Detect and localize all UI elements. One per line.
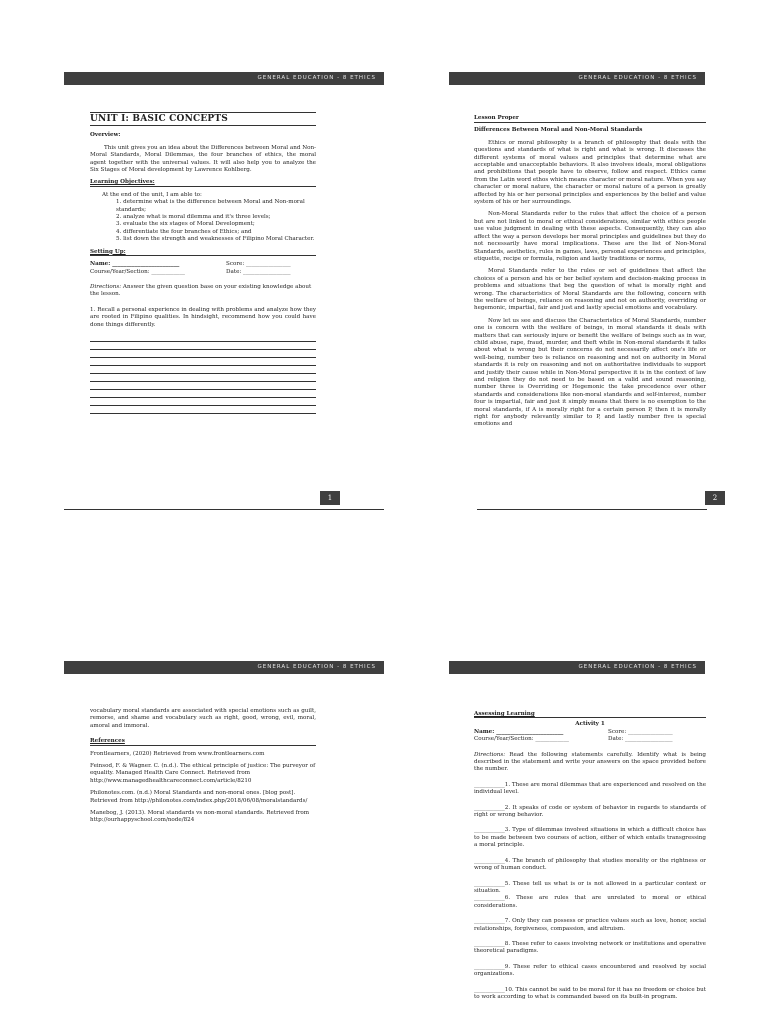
directions-body: Read the following statements carefully. Identify what is being described in the statement and write your answers on the space provided before the number. [474,751,706,773]
name-field: Name: ________________________ [474,728,564,735]
activity-title: Activity 1 [575,721,605,728]
course-field: Course/Year/Section: ____________ [474,736,569,743]
learning-objectives-heading: Learning Objectives: [90,179,155,186]
answer-line [90,366,316,374]
directions-label: Directions: [474,751,506,758]
directions-text [90,284,316,299]
quiz-item: ___________2. It speaks of code or system of behavior in regards to standards of right or wrong behavior. [474,804,706,819]
overview-heading: Overview: [90,132,121,139]
page1-body [90,112,316,414]
directions-body: Answer the given question base on your existing knowledge about the lesson. [90,283,312,298]
answer-lines [90,334,316,414]
title-rule-bottom [90,125,316,126]
answer-line [90,398,316,406]
page2-footer-rule [477,509,707,510]
score-field: Score: ________________ [226,261,291,268]
answer-line [90,358,316,366]
quiz-item: ___________1. These are moral dilemmas that are experienced and resolved on the individual level. [474,781,706,796]
directions-label: Directions: [90,283,122,290]
quiz-item: ___________5. These tell us what is or is not allowed in a particular context or situation. [474,880,706,894]
directions-text [474,752,706,774]
lesson-paragraph: Now let us see and discuss the Characteristics of Moral Standards, number one is concern with the welfare of beings, in moral standards it deals with matters that can seriously injure or benefit the welfare of beings such as in war, child abuse, rape, fraud, murder, and theft while in Non-moral standards it talks about what is wrong but their concerns do not necessarily affect one's life or well-being, number two is reliance on reasoning and not on authority in Moral standards it is rely on reasoning and not on authoritative individuals to support and justify their cause while in Non-Moral perspective it is in the context of law and religion they do not need to be based on a valid and sound reasoning, number three is Overriding or Hegemonic the take precedence over other standards and considerations like non-moral standards and self-interest, number four is impartial, fair and just it simply means that there is no exemption to the moral standards, if A is morally right for a certain person P, then it is morally right for anybody relevantly similar to P, and lastly number five is special emotions and [474,317,706,428]
objective-item: 4. differentiate the four branches of Ethics; and [116,228,252,235]
question-text: 1. Recall a personal experience in dealing with problems and analyze how they are rooted in Filipino qualities. In hindsight, recommend how you could have done things differently. [90,306,316,328]
title-rule-top [90,112,316,113]
answer-line [90,334,316,342]
page1-footer-rule [64,509,384,510]
page2-number: 2 [705,491,725,505]
page2-header-band: GENERAL EDUCATION - 8 ETHICS [449,72,705,85]
reference-item: Frontlearners, (2020) Retrieved from www.frontlearners.com [90,750,265,757]
references-heading: References [90,738,125,745]
name-score-row [474,729,706,736]
objective-item: 1. determine what is the difference between Moral and Non-moral standards; [116,199,305,213]
page2-body [474,115,706,429]
answer-line [90,350,316,358]
page1-number: 1 [320,491,340,505]
overview-text: This unit gives you an idea about the Differences between Moral and Non-Moral Standards, Moral Dilemmas, the four branches of ethics, the moral agent together with the universal values. It will also help you to analyze the Six Stages of Moral development by Lawrence Kohlberg. [90,144,316,174]
objective-item: 2. analyze what is moral dilemma and it's three levels; [116,214,271,221]
answer-line [90,342,316,350]
page4-body [474,711,706,1001]
score-field: Score: ________________ [608,728,673,735]
page4-header-band: GENERAL EDUCATION - 8 ETHICS [449,661,705,674]
lesson-paragraph: Moral Standards refer to the rules or set of guidelines that affect the choices of a person and his or her belief system and decision-making process in problems and situations that beg the question of what is morally right and wrong. The characteristics of Moral Standards are the following, concern with the welfare of beings, reliance on reasoning and not on authority, overriding or hegemonic, impartial, fair and just and lastly special emotions and vocabulary. [474,268,706,312]
unit-title: UNIT I: BASIC CONCEPTS [90,114,228,124]
quiz-item: ___________6. These are rules that are unrelated to moral or ethical considerations. [474,895,706,909]
answer-line [90,382,316,390]
lesson-proper-heading: Lesson Proper [474,115,519,121]
quiz-item: ___________8. These refer to cases involving network or institutions and operative theoretical paradigms. [474,940,706,955]
answer-line [90,390,316,398]
objectives-list [90,199,316,243]
setting-up-heading: Setting Up: [90,248,126,255]
course-field: Course/Year/Section: ____________ [90,268,185,275]
quiz-item: ___________3. Type of dilemmas involved situations in which a difficult choice has to be made between two courses of action, either of which entails transgressing a moral principle. [474,827,706,849]
quiz-item: ___________4. The branch of philosophy that studies morality or the rightness or wrong of human conduct. [474,857,706,872]
objective-item: 3. evaluate the six stages of Moral Development; [116,221,255,228]
reference-item: Feinsod, F. & Wagner. C. (n.d.). The ethical principle of justice: The purveyor of equality. Managed Health Care Connect. Retrieved from http://www.managedhealthcareconnect.com/article/8210 [90,763,316,784]
quiz-item: ___________9. These refer to ethical cases encountered and resolved by social organizations. [474,963,706,978]
answer-line [90,406,316,414]
lesson-paragraph: Non-Moral Standards refer to the rules that affect the choice of a person but are not linked to moral or ethical considerations, similar with ethics people use value judgment in dealing with these aspects. Consequently, they can also affect the way a person develops her moral principles and guidelines but they do not necessarily have moral implications. These are the list of Non-Moral Standards, aesthetics, rules in games, laws, personal experiences and principles, etiquette, recipe or formula, religion and lastly traditions or norms, [474,211,706,262]
reference-item: Philonotes.com. (n.d.) Moral Standards and non-moral ones. [blog post]. Retrieved from http://philonotes.com/index.php/2018/06/08/moralstandards/ [90,790,308,804]
course-date-row [474,736,706,743]
answer-line [90,374,316,382]
page1-header-band: GENERAL EDUCATION - 8 ETHICS [64,72,384,85]
objectives-intro: At the end of the unit, I am able to: [102,191,202,198]
lesson-paragraph: Ethics or moral philosophy is a branch of philosophy that deals with the questions and standards of what is right and what is wrong. It discusses the different systems of moral values and principles that determine what are acceptable and unacceptable behaviors. It also involves ideals, moral obligations and prohibitions that people have to observe, follow and respect. Ethics came from the Latin word ethos which means character or moral nature. When you say character or moral nature, the character or moral nature of a person is greatly affected by his or her personal principles and experiences by the belief and value system of his or her surroundings. [474,139,706,206]
objective-item: 5. list down the strength and weaknesses of Filipino Moral Character. [116,236,315,243]
quiz-item: ___________7. Only they can possess or practice values such as love, honor, social relationships, forgiveness, compassion, and altruism. [474,918,706,932]
differences-heading: Differences Between Moral and Non-Moral Standards [474,127,643,134]
assessing-learning-heading: Assessing Learning [474,711,535,717]
course-date-row [90,269,316,276]
date-field: Date: _________________ [608,736,673,743]
date-field: Date: _________________ [226,268,291,275]
page3-header-band: GENERAL EDUCATION - 8 ETHICS [64,661,384,674]
continued-text: vocabulary moral standards are associated with special emotions such as guilt, remorse, and shame and vocabulary such as right, good, wrong, evil, moral, amoral and immoral. [90,708,316,729]
quiz-item: ___________10. This cannot be said to be moral for it has no freedom or choice but to work according to what is commanded based on its built-in program. [474,986,706,1000]
reference-item: Manebog, J. (2013). Moral standards vs non-moral standards. Retrieved from http://ourhappyschool.com/node/824 [90,810,310,824]
name-field: Name: ________________________ [90,261,180,268]
page3-body [90,708,316,825]
name-score-row [90,261,316,268]
